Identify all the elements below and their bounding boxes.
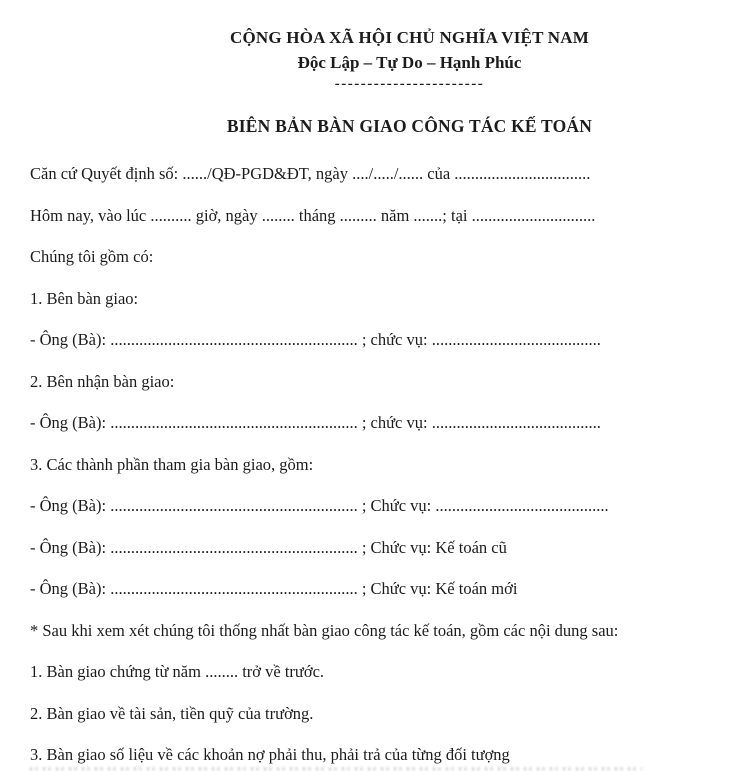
participant-person-line: - Ông (Bà): ............................................................ ; Chức vụ: .......................................... [30,496,609,515]
national-title: CỘNG HÒA XÃ HỘI CHỦ NGHĨA VIỆT NAM [230,28,589,47]
old-accountant-line: - Ông (Bà): ............................................................ ; Chức vụ: Kế toán cũ [30,537,507,557]
section-2-heading: 2. Bên nhận bàn giao: [30,371,175,391]
participants-intro: Chúng tôi gồm có: [30,247,154,266]
new-accountant-line: - Ông (Bà): ............................................................ ; Chức vụ: Kế toán mới [30,579,518,598]
document-title: BIÊN BẢN BÀN GIAO CÔNG TÁC KẾ TOÁN [226,116,593,136]
handover-party-person-line: - Ông (Bà): ............................................................ ; chức vụ: ......................................... [30,330,601,349]
cropped-next-line-fragment [30,767,642,771]
datetime-location-line: Hôm nay, vào lúc .......... giờ, ngày ........ tháng ......... năm .......; tại .............................. [30,205,596,225]
document-header [0,0,737,91]
national-motto: Độc Lập – Tự Do – Hạnh Phúc [297,53,522,72]
header-divider: ----------------------- [334,76,485,92]
agreement-statement: * Sau khi xem xét chúng tôi thống nhất bàn giao công tác kế toán, gồm các nội dung sau: [30,620,619,640]
decision-reference-line: Căn cứ Quyết định số: ....../QĐ-PGD&ĐT, ngày ..../...../...... của ................................. [30,164,591,183]
handover-item-2: 2. Bàn giao về tài sản, tiền quỹ của trường. [30,703,314,723]
receiving-party-person-line: - Ông (Bà): ............................................................ ; chức vụ: ......................................... [30,413,601,432]
document-body [0,137,737,766]
section-1-heading: 1. Bên bàn giao: [30,288,139,308]
handover-item-3: 3. Bàn giao số liệu về các khoản nợ phải thu, phải trả của từng đối tượng [30,745,510,764]
handover-item-1: 1. Bàn giao chứng từ năm ........ trở về trước. [30,662,325,681]
section-3-heading: 3. Các thành phần tham gia bàn giao, gồm: [30,454,314,474]
